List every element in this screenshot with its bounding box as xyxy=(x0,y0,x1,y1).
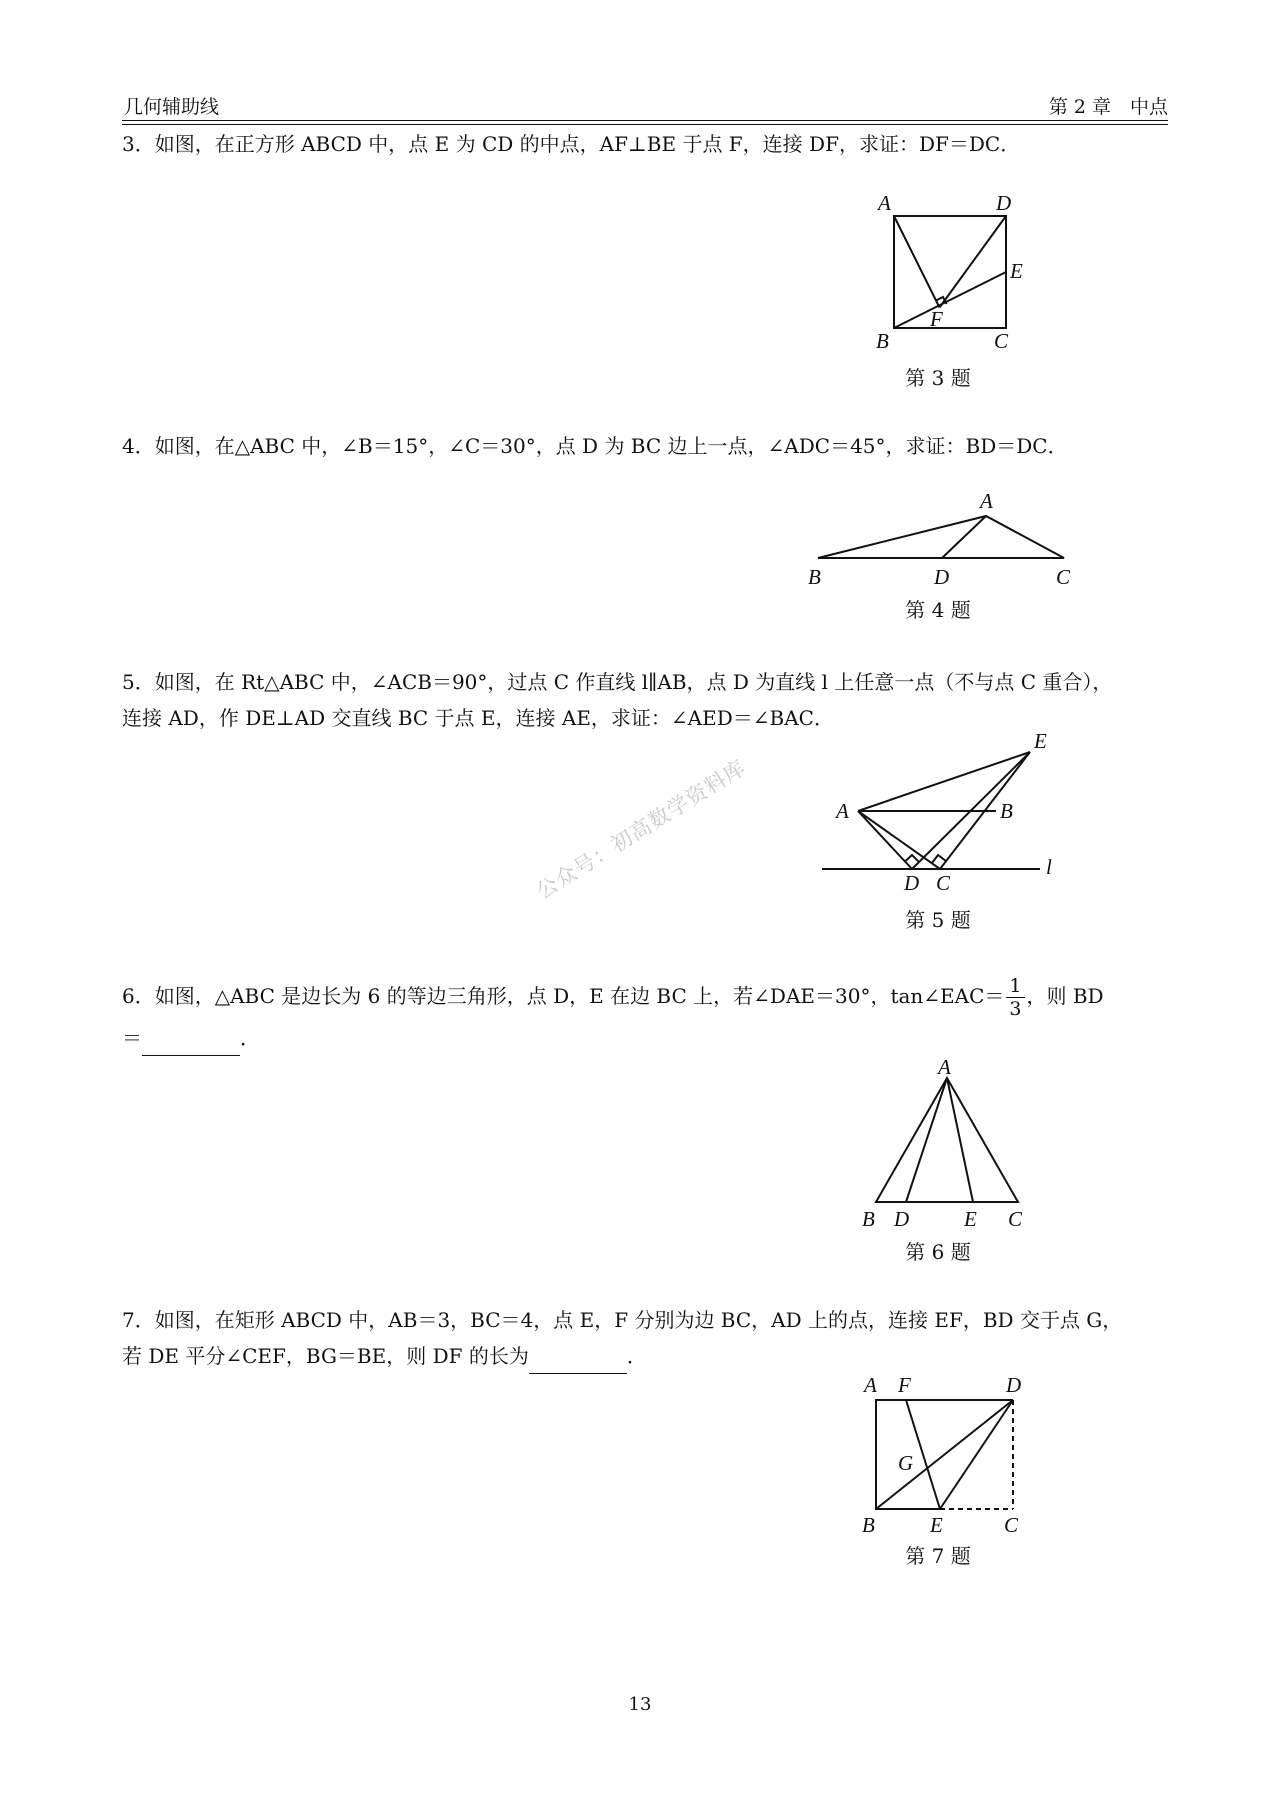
header-rule-thin xyxy=(122,124,1168,125)
triangle-abc xyxy=(876,1078,1018,1202)
label-b: B xyxy=(808,565,821,589)
label-a: A xyxy=(864,1373,877,1397)
question-6 xyxy=(122,972,1172,1056)
figure-4 xyxy=(800,490,1080,590)
segment-af xyxy=(894,216,940,308)
label-a: A xyxy=(980,489,993,513)
fraction-denominator: 3 xyxy=(1009,998,1022,1020)
label-d: D xyxy=(934,565,950,589)
question-7 xyxy=(122,1302,1172,1374)
right-angle-mark-c xyxy=(932,855,946,863)
caption-6: 第 6 题 xyxy=(905,1240,971,1264)
figure-6 xyxy=(850,1055,1040,1231)
label-a: A xyxy=(938,1055,951,1079)
question-text-line1: ．如图，在 Rt△ABC 中，∠ACB＝90°，过点 C 作直线 l∥AB，点 D 为直线 l 上任意一点（不与点 C 重合）， xyxy=(134,670,1113,694)
label-f: F xyxy=(930,307,943,331)
answer-blank-7[interactable] xyxy=(529,1351,627,1374)
answer-blank-6[interactable] xyxy=(142,1033,240,1056)
label-d: D xyxy=(996,191,1012,215)
question-5 xyxy=(122,664,1172,736)
label-c: C xyxy=(1056,565,1071,589)
figure-5 xyxy=(810,729,1070,895)
label-b: B xyxy=(862,1513,875,1537)
fraction-numerator: 1 xyxy=(1006,975,1024,998)
question-3 xyxy=(122,126,1172,162)
caption-5: 第 5 题 xyxy=(905,908,971,932)
question-number: 6 xyxy=(122,984,135,1008)
question-text: ．如图，在正方形 ABCD 中，点 E 为 CD 的中点，AF⊥BE 于点 F，连接 DF，求证：DF＝DC． xyxy=(134,132,1021,156)
segment-ac xyxy=(858,811,940,869)
square-abcd xyxy=(894,216,1006,328)
question-number: 7 xyxy=(122,1308,135,1332)
question-number: 5 xyxy=(122,670,135,694)
question-text-line1a: ．如图，△ABC 是边长为 6 的等边三角形，点 D，E 在边 BC 上，若∠DAE＝30°，tan∠EAC＝ xyxy=(134,984,1005,1008)
question-text-line2a: 若 DE 平分∠CEF，BG＝BE，则 DF 的长为 xyxy=(122,1344,529,1368)
label-e: E xyxy=(1010,259,1023,283)
question-text-line2b: ． xyxy=(626,1344,647,1368)
question-4 xyxy=(122,428,1172,464)
question-text: ．如图，在△ABC 中，∠B＝15°，∠C＝30°，点 D 为 BC 边上一点，∠ADC＝45°，求证：BD＝DC． xyxy=(134,434,1068,458)
segment-de xyxy=(940,1400,1013,1509)
question-number: 4 xyxy=(122,434,135,458)
label-c: C xyxy=(1008,1207,1023,1231)
label-g: G xyxy=(898,1451,914,1475)
figure-3 xyxy=(860,190,1040,360)
watermark: 公众号：初高数学资料库 xyxy=(532,755,751,904)
question-text-line1b: ，则 BD xyxy=(1026,984,1104,1008)
question-text-line2a: ＝ xyxy=(122,1026,142,1050)
label-a: A xyxy=(836,799,849,823)
segment-ae xyxy=(947,1078,973,1202)
segment-ad xyxy=(858,811,912,869)
caption-7: 第 7 题 xyxy=(905,1544,971,1568)
figure-7 xyxy=(850,1370,1050,1540)
label-b: B xyxy=(876,329,889,353)
question-text-line2: 连接 AD，作 DE⊥AD 交直线 BC 于点 E，连接 AE，求证：∠AED＝∠BAC． xyxy=(122,706,834,730)
caption-3: 第 3 题 xyxy=(905,366,971,390)
question-number: 3 xyxy=(122,132,135,156)
triangle-abc xyxy=(818,516,1064,558)
segment-be xyxy=(894,272,1006,328)
label-c: C xyxy=(994,329,1009,353)
label-d: D xyxy=(1006,1373,1022,1397)
question-text-line1: ．如图，在矩形 ABCD 中，AB＝3，BC＝4，点 E，F 分别为边 BC，AD 上的点，连接 EF，BD 交于点 G， xyxy=(134,1308,1123,1332)
page-number: 13 xyxy=(628,1694,652,1715)
header-left: 几何辅助线 xyxy=(124,96,220,118)
label-d: D xyxy=(904,871,920,895)
caption-4: 第 4 题 xyxy=(905,598,971,622)
segment-bd xyxy=(876,1400,1013,1509)
label-f: F xyxy=(898,1373,911,1397)
label-e: E xyxy=(964,1207,977,1231)
segment-df xyxy=(940,216,1007,308)
fraction-one-third xyxy=(1006,975,1024,1020)
label-e: E xyxy=(1034,729,1047,753)
header-right: 第 2 章 中点 xyxy=(1048,96,1168,118)
header-rule xyxy=(122,120,1168,121)
label-c: C xyxy=(1004,1513,1019,1537)
label-e: E xyxy=(930,1513,943,1537)
right-angle-mark-d xyxy=(905,855,919,862)
label-l: l xyxy=(1046,855,1052,879)
label-c: C xyxy=(936,871,951,895)
label-b: B xyxy=(1000,799,1013,823)
label-d: D xyxy=(894,1207,910,1231)
label-a: A xyxy=(878,191,891,215)
label-b: B xyxy=(862,1207,875,1231)
question-text-line2b: ． xyxy=(240,1026,260,1050)
